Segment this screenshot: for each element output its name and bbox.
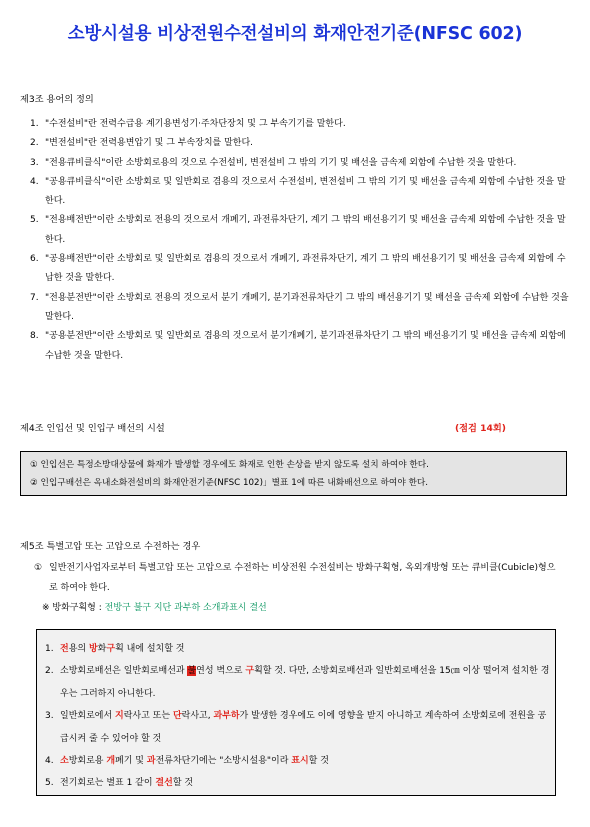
item-text: "전용분전반"이란 소방회로 전용의 것으로서 분기 개폐기, 분기과전류차단기 그 밖의 배선용기기 및 배선을 금속제 외함에 수납한 것을 말한다. [45, 292, 569, 322]
item-text: 일반회로에서 [60, 711, 116, 722]
item-text: 할 것 [308, 756, 329, 767]
note-mnemonic: 전방구 불구 지단 과부하 소개과표시 결선 [104, 603, 267, 613]
list-item [45, 660, 555, 705]
mnemonic-note [42, 600, 267, 613]
item-text: 화 [97, 644, 107, 654]
key-syllable: 지 [115, 711, 124, 722]
section-5-body [34, 558, 564, 598]
clause-row: ① 인입선은 특정소방대상물에 화재가 발생할 경우에도 화재로 인한 손상을 받지 않도록 설치 하여야 한다. [30, 460, 429, 470]
key-syllable: 개 [106, 756, 116, 767]
note-prefix: ※ 방화구획형 : [42, 603, 105, 613]
list-item [30, 115, 570, 134]
list-item [30, 211, 570, 250]
item-number: 5. [45, 778, 54, 789]
list-item [30, 134, 570, 153]
item-text: 방회로용 [68, 756, 107, 767]
item-text: "공용분전반"이란 소방회로 및 일반회로 겸용의 것으로서 분기개폐기, 분기과전류차단기 그 밖의 배선용기기 및 배선을 금속제 외함에 수납한 것을 말한다. [45, 331, 566, 361]
list-item [45, 705, 555, 750]
list-item [30, 250, 570, 289]
item-text: "수전설비"란 전력수급용 계기용변성기·주차단장치 및 그 부속기기를 말한다. [45, 119, 346, 129]
item-number: 2. [45, 666, 54, 677]
list-item [30, 173, 570, 212]
item-text: "변전설비"란 전력용변압기 및 그 부속장치를 말한다. [45, 138, 254, 149]
item-text: "공용배전반"이란 소방회로 및 일반회로 겸용의 것으로서 개폐기, 과전류차단기, 계기 그 밖의 배선용기기 및 배선을 금속제 외함에 수납한 것을 말한다. [45, 254, 566, 284]
item-number: 2. [30, 138, 39, 149]
item-text: 전기회로는 별표 1 같이 [60, 778, 156, 789]
item-text: 용의 [68, 644, 89, 654]
exam-reference: (점검 14회) [454, 423, 506, 434]
section-5-box [36, 629, 556, 796]
item-number: 7. [30, 292, 39, 303]
list-item [30, 289, 570, 328]
key-syllable: 단 [172, 711, 182, 722]
key-syllable: 과부하 [213, 711, 240, 722]
list-item [30, 327, 570, 366]
section-4-box [20, 451, 567, 496]
list-item [45, 638, 555, 660]
item-text: 소방회로배선은 일반회로배선과 [60, 666, 188, 677]
section-5-title: 제5조 특별고압 또는 고압으로 수전하는 경우 [20, 541, 201, 552]
section-3-title: 제3조 용어의 정의 [20, 94, 94, 105]
definitions-list [30, 115, 570, 366]
item-text: 가 발생한 경우에도 이에 영향을 받지 아니하고 계속하여 소방회로에 전원을 공급시켜 줄 수 있어야 할 것 [60, 711, 547, 744]
item-text: 폐기 및 [115, 756, 147, 767]
item-text: "공용큐비클식"이란 소방회로 및 일반회로 겸용의 것으로서 수전설비, 변전설비 그 밖의 기기 및 배선을 금속제 외함에 수납한 것을 말한다. [45, 176, 566, 207]
item-text: "전용큐비클식"이란 소방회로용의 것으로 수전설비, 변전설비 그 밖의 기기 및 배선을 금속제 외함에 수납한 것을 말한다. [45, 157, 517, 168]
key-syllable: 결선 [155, 778, 173, 789]
list-item [30, 154, 570, 173]
clause-row: ② 인입구배선은 옥내소화전설비의 화재안전기준(NFSC 102)」별표 1에 따른 내화배선으로 하여야 한다. [30, 477, 429, 488]
item-text: 연성 벽으로 [196, 666, 246, 677]
clause-text: 일반전기사업자로부터 특별고압 또는 고압으로 수전하는 비상전원 수전설비는 방화구획형, 옥외개방형 또는 큐비클(Cubicle)형으로 하여야 한다. [49, 563, 556, 593]
key-syllable: 구 [106, 644, 116, 654]
item-number: 5. [30, 215, 39, 226]
key-syllable: 구 [245, 666, 255, 677]
key-syllable: 표시 [291, 756, 309, 767]
item-text: 할 것 [172, 778, 194, 789]
item-text: "전용배전반"이란 소방회로 전용의 것으로서 개폐기, 과전류차단기, 계기 그 밖의 배선용기기 및 배선을 금속제 외함에 수납한 것을 말한다. [45, 215, 566, 245]
key-syllable: 전 [60, 644, 69, 654]
list-item [45, 772, 555, 794]
item-number: 4. [30, 176, 39, 187]
item-number: 3. [45, 711, 54, 722]
section-4-title: 제4조 인입선 및 인입구 배선의 시설 [20, 423, 165, 434]
item-text: 락사고 또는 [123, 711, 173, 722]
list-item [45, 750, 555, 772]
key-syllable: 소 [60, 756, 69, 767]
item-text: 획할 것. 다만, 소방회로배선과 일반회로배선을 15㎝ 이상 떨어져 설치한 경우는 그러하지 아니한다. [60, 666, 550, 699]
item-number: 1. [30, 119, 39, 129]
key-syllable: 과 [146, 756, 156, 767]
item-number: 8. [30, 331, 39, 342]
key-syllable: 불 [187, 666, 197, 677]
item-text: 전류차단기에는 "소방시설용"이라 [155, 756, 292, 767]
clause-number: ① [34, 563, 43, 573]
item-number: 4. [45, 756, 54, 767]
item-text: 락사고, [181, 711, 214, 722]
item-text: 획 내에 설치할 것 [115, 644, 185, 654]
item-number: 3. [30, 157, 39, 168]
item-number: 6. [30, 254, 39, 265]
key-syllable: 방 [88, 644, 98, 654]
page-title: 소방시설용 비상전원수전설비의 화재안전기준(NFSC 602) [67, 24, 523, 44]
item-number: 1. [45, 644, 54, 654]
